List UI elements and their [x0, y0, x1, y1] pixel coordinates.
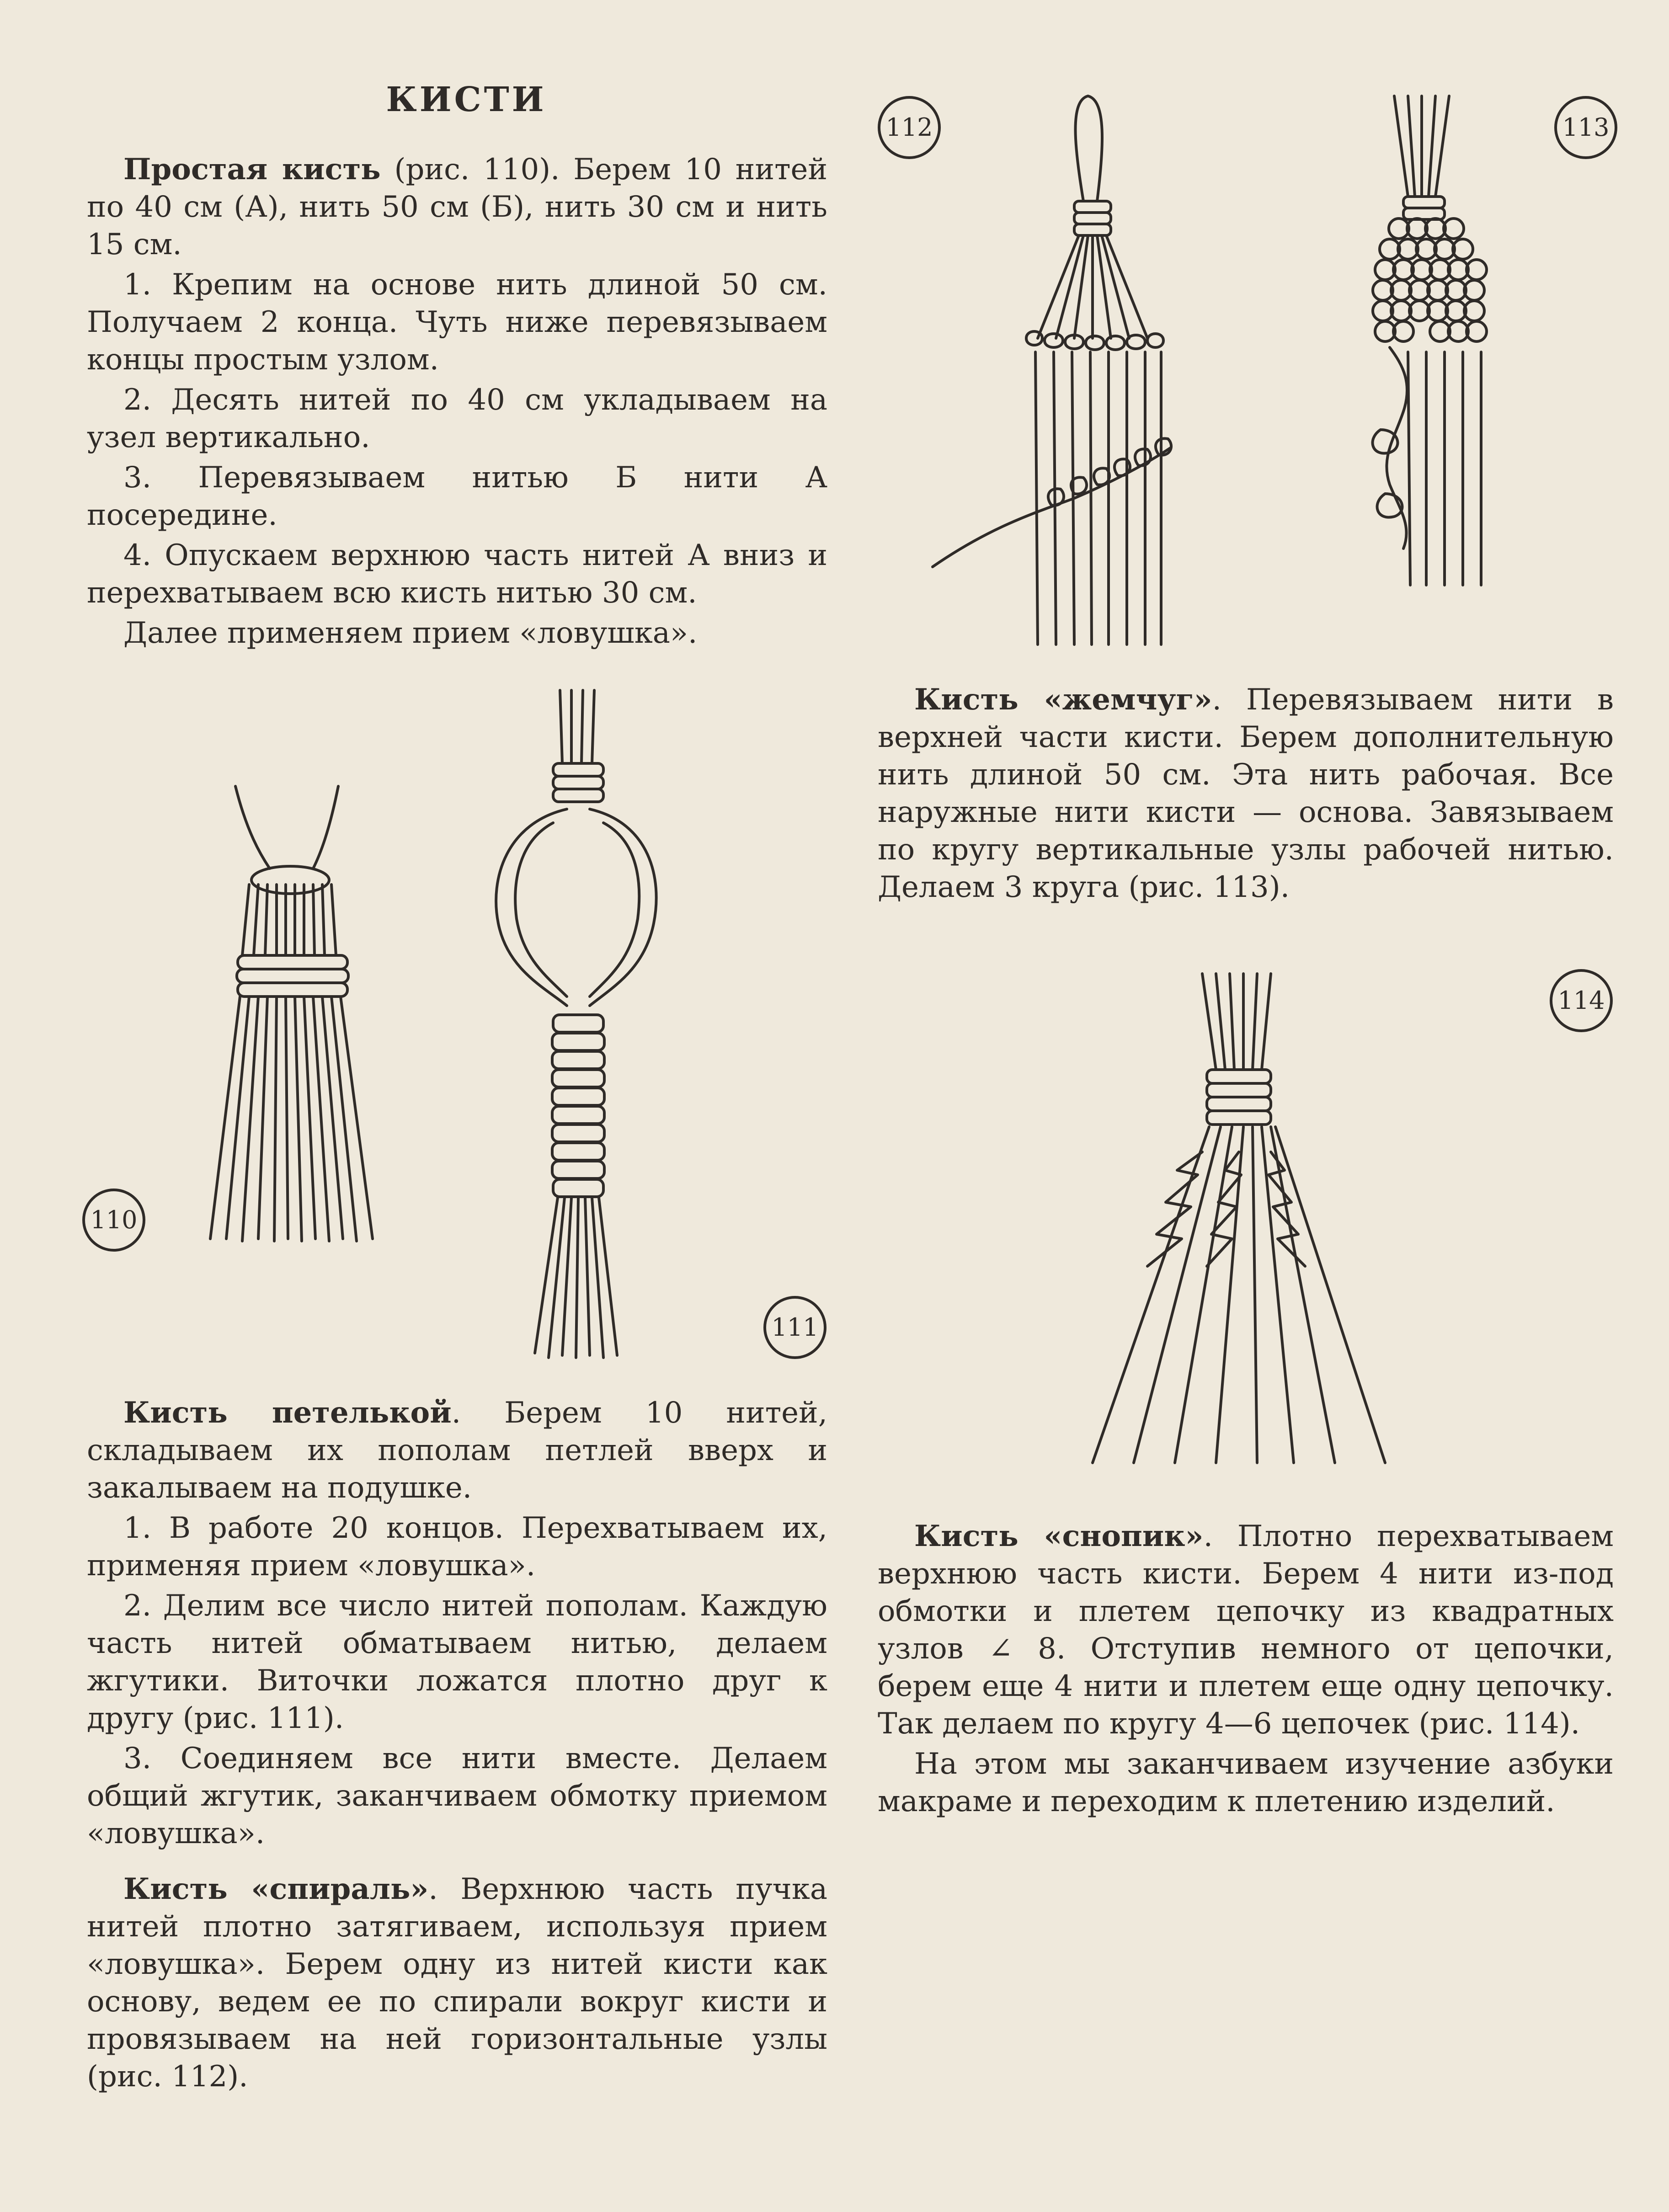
- paragraph: 3. Перевязываем нитью Б нити А посередине.: [87, 461, 827, 532]
- paragraph: Простая кисть (рис. 110). Берем 10 нитей по 40 см (А), нить 50 см (Б), нить 30 см и нить 15 см.: [87, 152, 827, 261]
- page-title: КИСТИ: [386, 80, 547, 119]
- paragraph: 2. Десять нитей по 40 см укладываем на узел вертикально.: [87, 383, 827, 454]
- right-column-bottom: [878, 1518, 1614, 1823]
- paragraph: Кисть петелькой. Берем 10 нитей, складываем их пополам петлей вверх и закалываем на подушке.: [87, 1396, 828, 1505]
- paragraph: Кисть «снопик». Плотно перехватываем верхнюю часть кисти. Берем 4 нити из-под обмотки и плетем цепочку из квадратных узлов ∠ 8. Отступив немного от цепочки, берем еще 4 нити и плетем еще одну цепочку. Так делаем по кругу 4—6 цепочек (рис. 114).: [878, 1519, 1614, 1741]
- figure-number-110: 110: [82, 1189, 145, 1252]
- figure-113-pearl-tassel: [1362, 91, 1499, 594]
- paragraph: Далее применяем прием «ловушка».: [123, 616, 698, 650]
- paragraph: 3. Соединяем все нити вместе. Делаем общий жгутик, заканчиваем обмотку приемом «ловушка».: [87, 1742, 827, 1850]
- figure-110-simple-tassel: [192, 777, 398, 1257]
- figure-number-114: 114: [1550, 969, 1613, 1032]
- paragraph: 2. Делим все число нитей пополам. Каждую часть нитей обматываем нитью, делаем жгутики. Виточки ложатся плотно друг к другу (рис. 111).: [87, 1589, 827, 1735]
- left-column-top: [87, 151, 827, 655]
- left-column-bottom: [87, 1394, 827, 2098]
- figure-number-112: 112: [878, 96, 941, 159]
- figure-111-loop-tassel: [480, 686, 672, 1371]
- paragraph: Кисть «спираль». Верхнюю часть пучка нитей плотно затягиваем, используя прием «ловушка». Берем одну из нитей кисти как основу, ведем ее по спирали вокруг кисти и провязываем на ней горизонтальные узлы (рис. 112).: [87, 1872, 827, 2094]
- paragraph: 1. В работе 20 концов. Перехватываем их, применяя прием «ловушка».: [87, 1511, 827, 1583]
- right-column-middle: [878, 681, 1614, 909]
- figure-114-sheaf-tassel: [1088, 969, 1399, 1481]
- figure-number-111: 111: [763, 1296, 827, 1359]
- figure-112-spiral-tassel: [923, 91, 1207, 649]
- paragraph: 1. Крепим на основе нить длиной 50 см. Получаем 2 конца. Чуть ниже перевязываем концы простым узлом.: [87, 268, 827, 377]
- paragraph: На этом мы заканчиваем изучение азбуки макраме и переходим к плетению изделий.: [878, 1747, 1614, 1818]
- paragraph: 4. Опускаем верхнюю часть нитей А вниз и перехватываем всю кисть нитью 30 см.: [87, 538, 827, 610]
- figure-number-113: 113: [1554, 96, 1617, 159]
- paragraph: Кисть «жемчуг». Перевязываем нити в верхней части кисти. Берем дополнительную нить длиной 50 см. Эта нить рабочая. Все наружные нити кисти — основа. Завязываем по кругу вертикальные узлы рабочей нитью. Делаем 3 круга (рис. 113).: [878, 682, 1614, 904]
